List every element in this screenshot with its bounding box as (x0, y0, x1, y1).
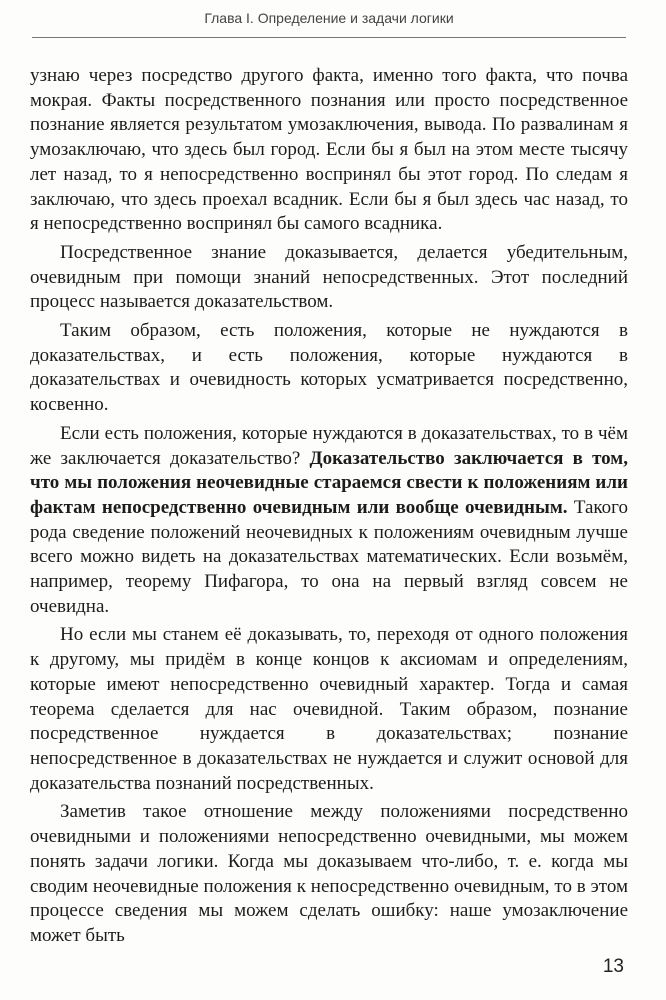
paragraph-2: Посредственное знание доказывается, делается убедительным, очевидным при помощи знаний непосредственных. Этот последний процесс называется доказательством. (30, 241, 628, 313)
body-text (30, 64, 628, 949)
paragraph-4-end: Такого рода сведение положений неочевидных к положениям очевидным лучше всего можно видеть на доказательствах математических. Если возьмём, например, теорему Пифагора, то она на первый взгляд совсем не очевидна. (30, 496, 628, 617)
paragraph-6: Заметив такое отношение между положениями посредственно очевидными и положениями непосредственно очевидными, мы можем понять задачи логики. Когда мы доказываем что-либо, т. е. когда мы сводим неочевидные положения к непосредственно очевидным, то в этом процессе сведения мы можем сделать ошибку: наше умозаключение может быть (30, 801, 628, 946)
definition-bold: Доказательство заключается в том, что мы положения неочевидные стараемся свести к положениям или фактам непосредственно очевидным или вообще очевидным. (30, 447, 628, 518)
paragraph-5: Но если мы станем её доказывать, то, переходя от одного положения к другому, мы придём в конце концов к аксиомам и определениям, которые имеют непосредственно очевидный характер. Тогда и самая теорема сделается для нас очевидной. Таким образом, познание посредственное нуждается в доказательствах; познание непосредственное в доказательствах не нуждается и служит основой для доказательства познаний посредственных. (30, 624, 628, 794)
paragraph-1: узнаю через посредство другого факта, именно того факта, что почва мокрая. Факты посредственного познания или просто посредственное познание является результатом умозаключения, вывода. По развалинам я умозаключаю, что здесь был город. Если бы я был на этом месте тысячу лет назад, то я непосредственно воспринял бы этот город. По следам я заключаю, что здесь проехал всадник. Если бы я был здесь час назад, то я непосредственно воспринял бы самого всадника. (30, 65, 628, 235)
paragraph-4-start: Если есть положения, которые нуждаются в доказательствах, то в чём же заключается доказательство? (30, 422, 628, 469)
running-header: Глава I. Определение и задачи логики (204, 10, 454, 26)
paragraph-3: Таким образом, есть положения, которые не нуждаются в доказательствах, и есть положения, которые нуждаются в доказательствах и очевидность которых усматривается посредственно, косвенно. (30, 320, 628, 416)
page-number: 13 (602, 956, 624, 977)
paragraph-4 (30, 422, 628, 620)
header-rule (32, 37, 626, 38)
